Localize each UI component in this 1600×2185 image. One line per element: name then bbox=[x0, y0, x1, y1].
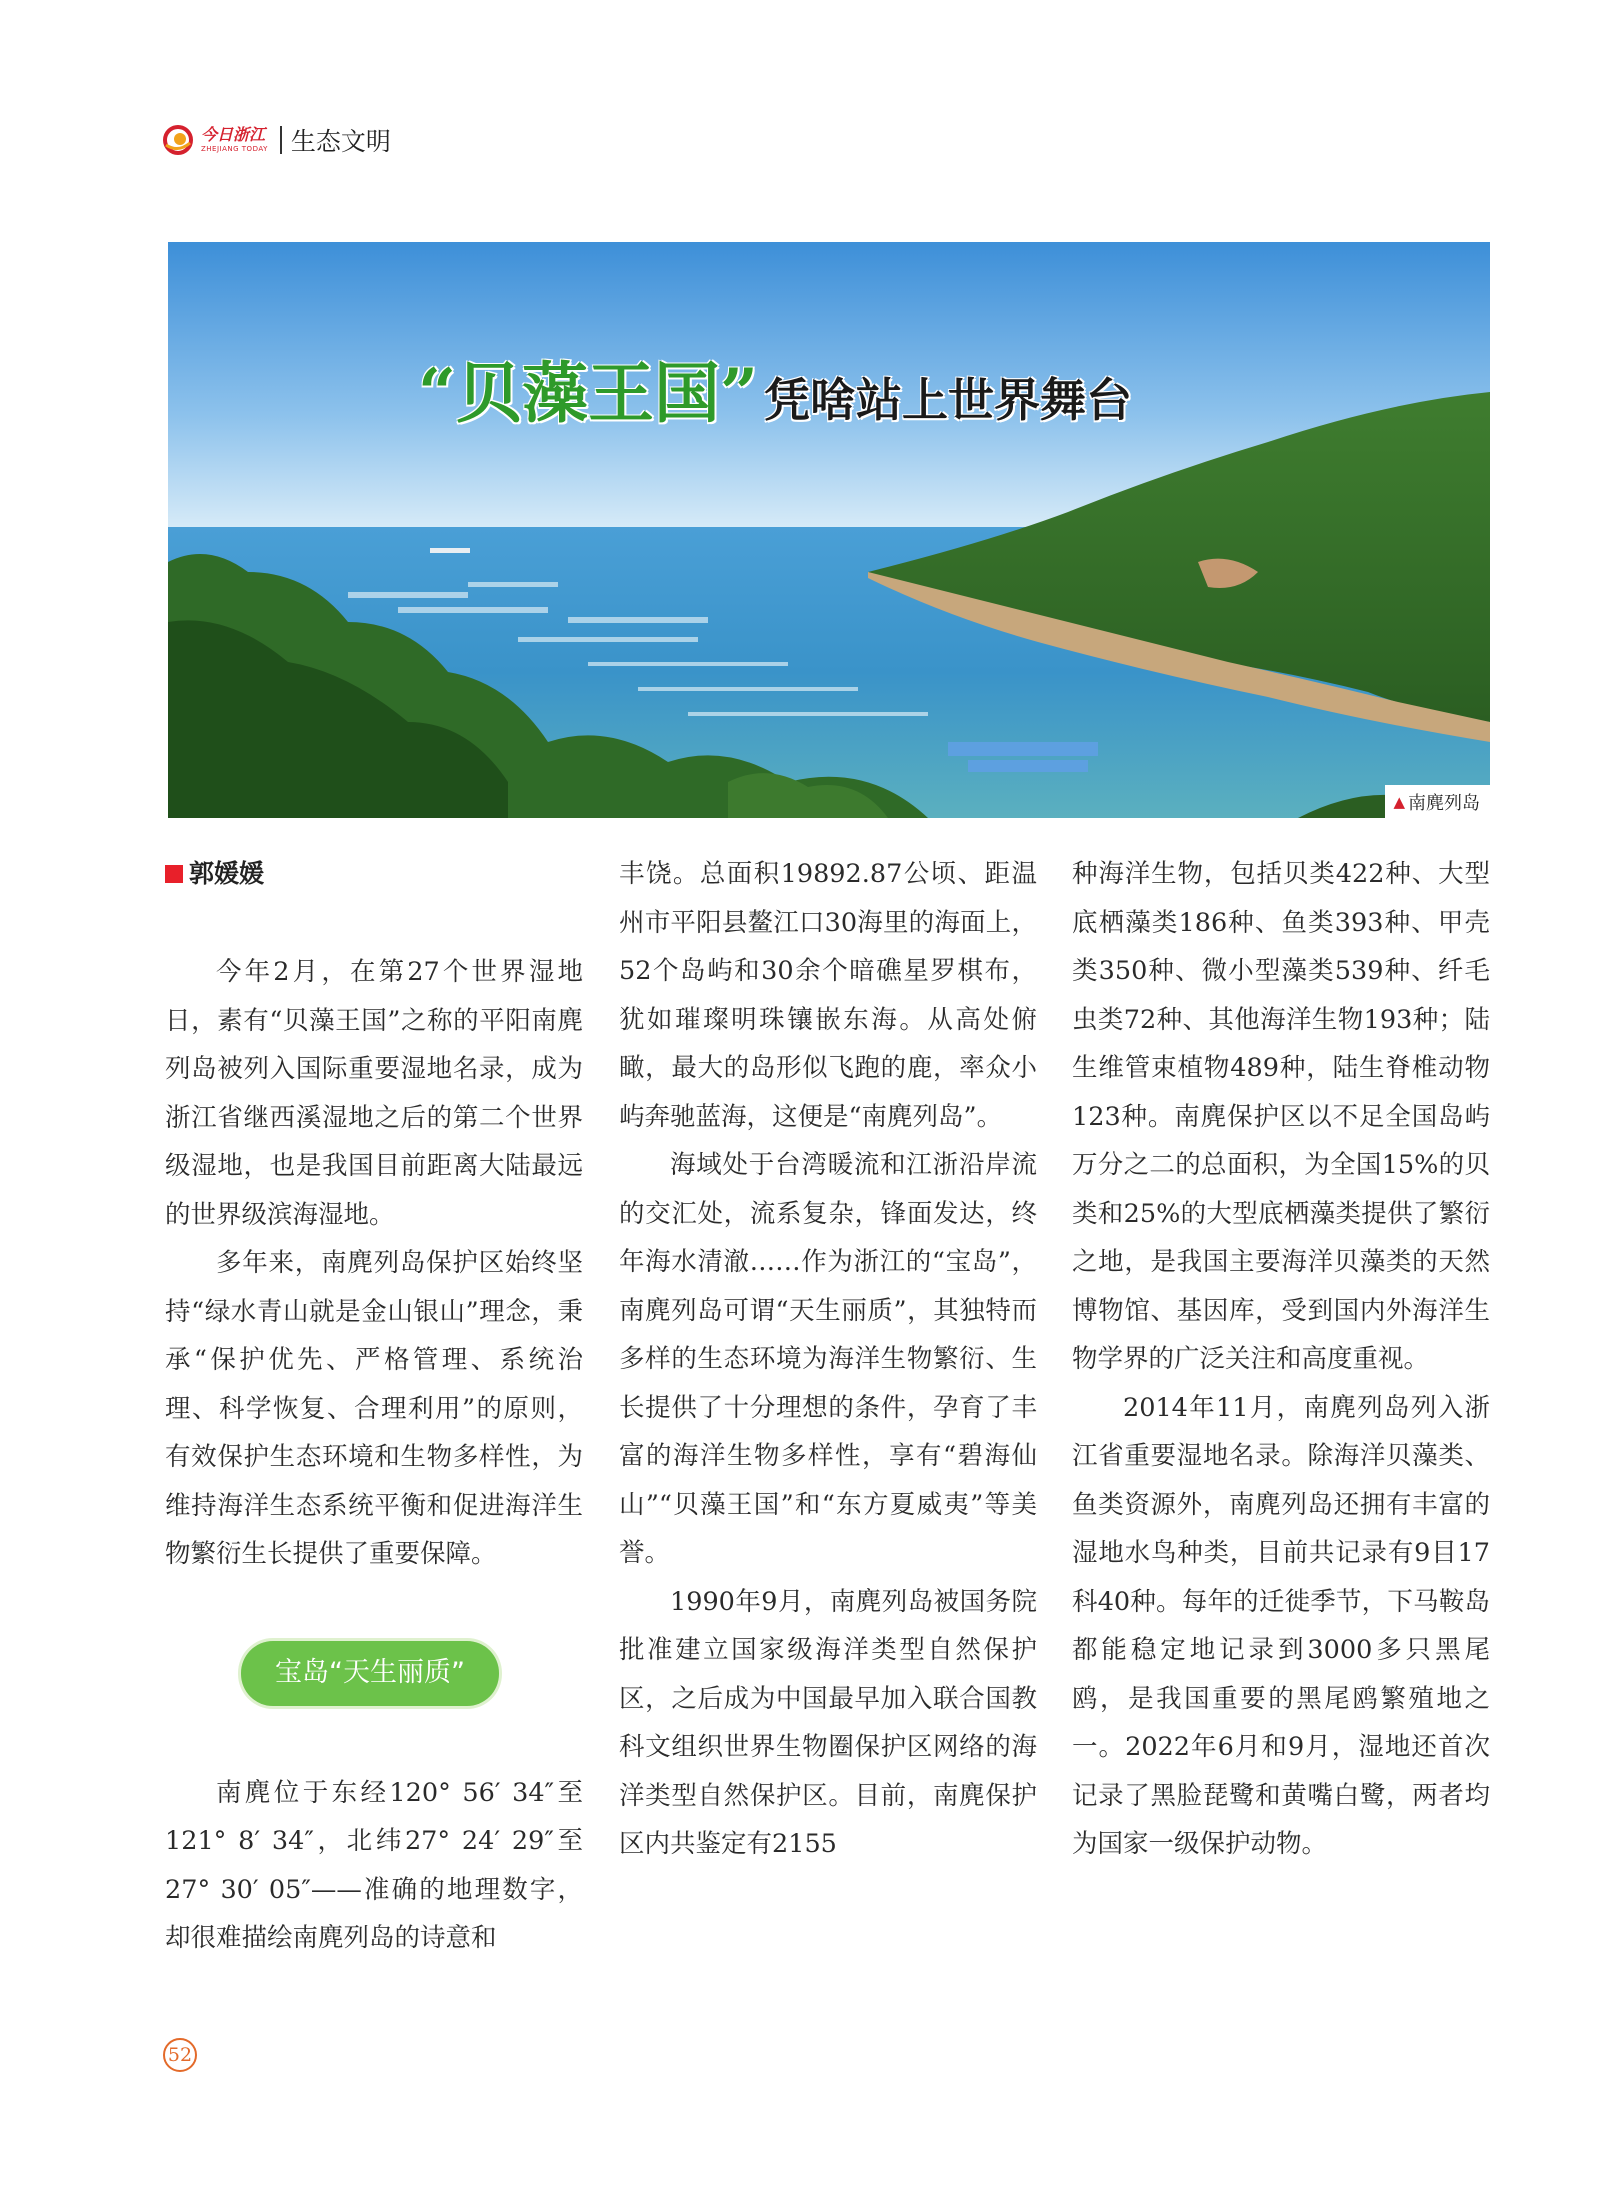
author-byline bbox=[165, 850, 583, 898]
text-column-3 bbox=[1072, 850, 1490, 1869]
paragraph-continued: 丰饶。总面积19892.87公顷、距温州市平阳县鳌江口30海里的海面上，52个岛屿和30余个暗礁星罗棋布，犹如璀璨明珠镶嵌东海。从高处俯瞰，最大的岛形似飞跑的鹿，率众小屿奔驰蓝海，这便是“南麂列岛”。 bbox=[619, 859, 1037, 1132]
byline-square-icon bbox=[165, 865, 183, 883]
paragraph: 海域处于台湾暖流和江浙沿岸流的交汇处，流系复杂，锋面发达，终年海水清澈……作为浙江的“宝岛”，南麂列岛可谓“天生丽质”，其独特而多样的生态环境为海洋生物繁衍、生长提供了十分理想的条件，孕育了丰富的海洋生物多样性，享有“碧海仙山”“贝藻王国”和“东方夏威夷”等美誉。 bbox=[619, 1150, 1037, 1568]
magazine-logo-icon bbox=[163, 125, 193, 155]
photo-caption-text: 南麂列岛 bbox=[1408, 793, 1480, 814]
photo-caption bbox=[1385, 785, 1490, 818]
section-subheading: 宝岛“天生丽质” bbox=[241, 1641, 499, 1706]
paragraph-continued: 种海洋生物，包括贝类422种、大型底栖藻类186种、鱼类393种、甲壳类350种、微小型藻类539种、纤毛虫类72种、其他海洋生物193种；陆生维管束植物489种，陆生脊椎动物123种。南麂保护区以不足全国岛屿万分之二的总面积，为全国15%的贝类和25%的大型底栖藻类提供了繁衍之地，是我国主要海洋贝藻类的天然博物馆、基因库，受到国内外海洋生物学界的广泛关注和高度重视。 bbox=[1072, 859, 1490, 1374]
article-title-rest: 凭啥站上世界舞台 bbox=[763, 373, 1132, 427]
magazine-name: 今日浙江 bbox=[201, 125, 266, 144]
magazine-header bbox=[163, 122, 391, 158]
author-name: 郭媛媛 bbox=[189, 858, 265, 888]
magazine-name-en: ZHEJIANG TODAY bbox=[201, 145, 268, 153]
caption-triangle-icon: ▲ bbox=[1393, 793, 1405, 811]
page-number: 52 bbox=[163, 2038, 197, 2072]
seascape-illustration bbox=[168, 242, 1490, 818]
subheading-wrap bbox=[165, 1579, 583, 1769]
paragraph: 多年来，南麂列岛保护区始终坚持“绿水青山就是金山银山”理念，秉承“保护优先、严格管理、系统治理、科学恢复、合理利用”的原则，有效保护生态环境和生物多样性，为维持海洋生态系统平衡和促进海洋生物繁衍生长提供了重要保障。 bbox=[165, 1248, 583, 1569]
section-name: 生态文明 bbox=[290, 127, 391, 156]
text-column-2 bbox=[619, 850, 1037, 1869]
paragraph: 1990年9月，南麂列岛被国务院批准建立国家级海洋类型自然保护区，之后成为中国最早加入联合国教科文组织世界生物圈保护区网络的海洋类型自然保护区。目前，南麂保护区内共鉴定有2155 bbox=[619, 1586, 1037, 1859]
byline-spacer bbox=[165, 898, 583, 948]
hero-photo bbox=[168, 242, 1490, 818]
text-column-1 bbox=[165, 850, 583, 1963]
magazine-logo-text bbox=[201, 127, 268, 153]
paragraph: 2014年11月，南麂列岛列入浙江省重要湿地名录。除海洋贝藻类、鱼类资源外，南麂列岛还拥有丰富的湿地水鸟种类，目前共记录有9目17科40种。每年的迁徙季节，下马鞍岛都能稳定地记录到3000多只黑尾鸥，是我国重要的黑尾鸥繁殖地之一。2022年6月和9月，湿地还首次记录了黑脸琵鹭和黄嘴白鹭，两者均为国家一级保护动物。 bbox=[1072, 1392, 1490, 1859]
article-title-highlight: “贝藻王国” bbox=[418, 354, 758, 432]
article-title bbox=[418, 340, 1132, 435]
paragraph: 南麂位于东经120° 56′ 34″至121° 8′ 34″，北纬27° 24′ 29″至27° 30′ 05″——准确的地理数字，却很难描绘南麂列岛的诗意和 bbox=[165, 1777, 583, 1953]
header-divider bbox=[280, 126, 282, 154]
paragraph: 今年2月，在第27个世界湿地日，素有“贝藻王国”之称的平阳南麂列岛被列入国际重要湿地名录，成为浙江省继西溪湿地之后的第二个世界级湿地，也是我国目前距离大陆最远的世界级滨海湿地。 bbox=[165, 957, 583, 1230]
